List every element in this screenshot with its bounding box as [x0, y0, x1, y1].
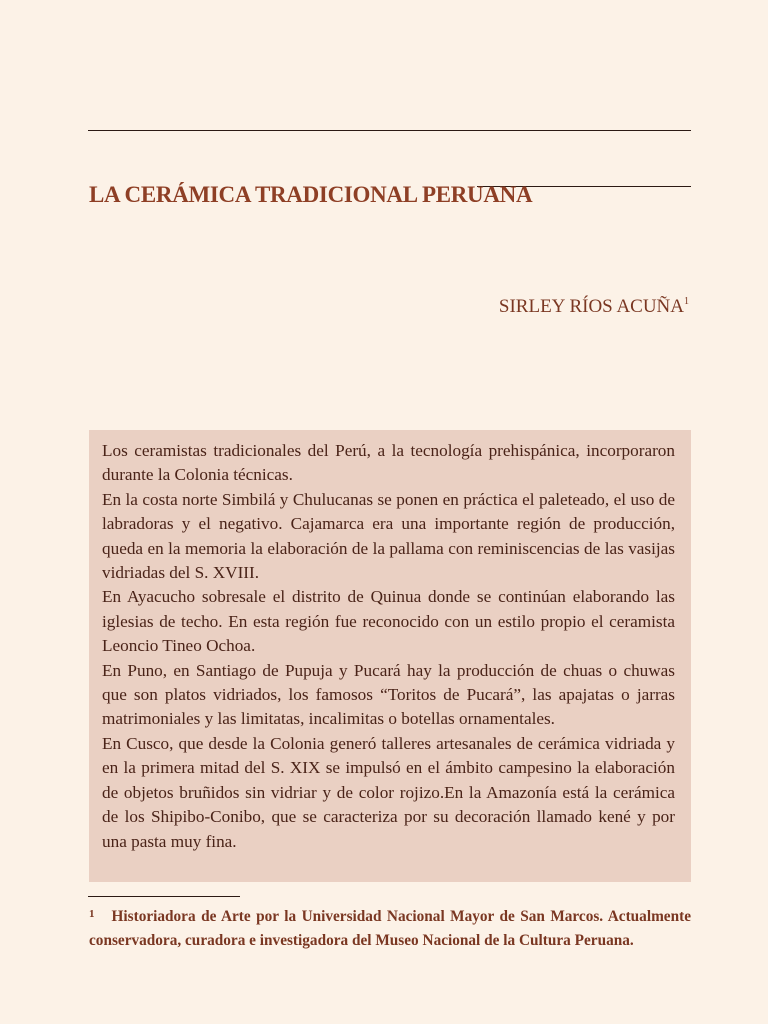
author-name: [499, 296, 689, 318]
footnote-number: 1: [89, 908, 95, 920]
page-title: LA CERÁMICA TRADICIONAL PERUANA: [89, 182, 533, 207]
footnote-text: Historiadora de Arte por la Universidad Nacional Mayor de San Marcos. Actualmente conservadora, curadora e investigadora del Museo Nacional de la Cultura Peruana.: [89, 908, 691, 949]
abstract-box: [89, 430, 691, 882]
abstract-paragraph: En Cusco, que desde la Colonia generó talleres artesanales de cerámica vidriada y en la primera mitad del S. XIX se impulsó en el ámbito campesino la elaboración de objetos bruñidos sin vidriar y de color rojizo.En la Amazonía está la cerámica de los Shipibo-Conibo, que se caracteriza por su decoración llamado kené y por una pasta muy fina.: [102, 733, 675, 851]
abstract-paragraph: En Puno, en Santiago de Pupuja y Pucará hay la producción de chuas o chuwas que son platos vidriados, los famosos “Toritos de Pucará”, las apajatas o jarras matrimoniales y las limitatas, incalimitas o botellas ornamentales.: [102, 660, 675, 729]
footnote-rule: [88, 896, 240, 897]
abstract-paragraph: En la costa norte Simbilá y Chulucanas se ponen en práctica el paleteado, el uso de labradoras y el negativo. Cajamarca era una importante región de producción, queda en la memoria la elaboración de la pallama con reminiscencias de las vasijas vidriadas del S. XVIII.: [102, 489, 675, 583]
abstract-paragraph: En Ayacucho sobresale el distrito de Quinua donde se continúan elaborando las iglesias de techo. En esta región fue reconocido con un estilo propio el ceramista Leoncio Tineo Ochoa.: [102, 587, 675, 656]
footnote: [89, 902, 691, 953]
top-rule: [88, 130, 691, 131]
author-text: SIRLEY RÍOS ACUÑA: [498, 296, 684, 317]
abstract-paragraph: Los ceramistas tradicionales del Perú, a la tecnología prehispánica, incorporaron durante la Colonia técnicas.: [102, 441, 675, 485]
author-footnote-mark: 1: [684, 296, 689, 307]
